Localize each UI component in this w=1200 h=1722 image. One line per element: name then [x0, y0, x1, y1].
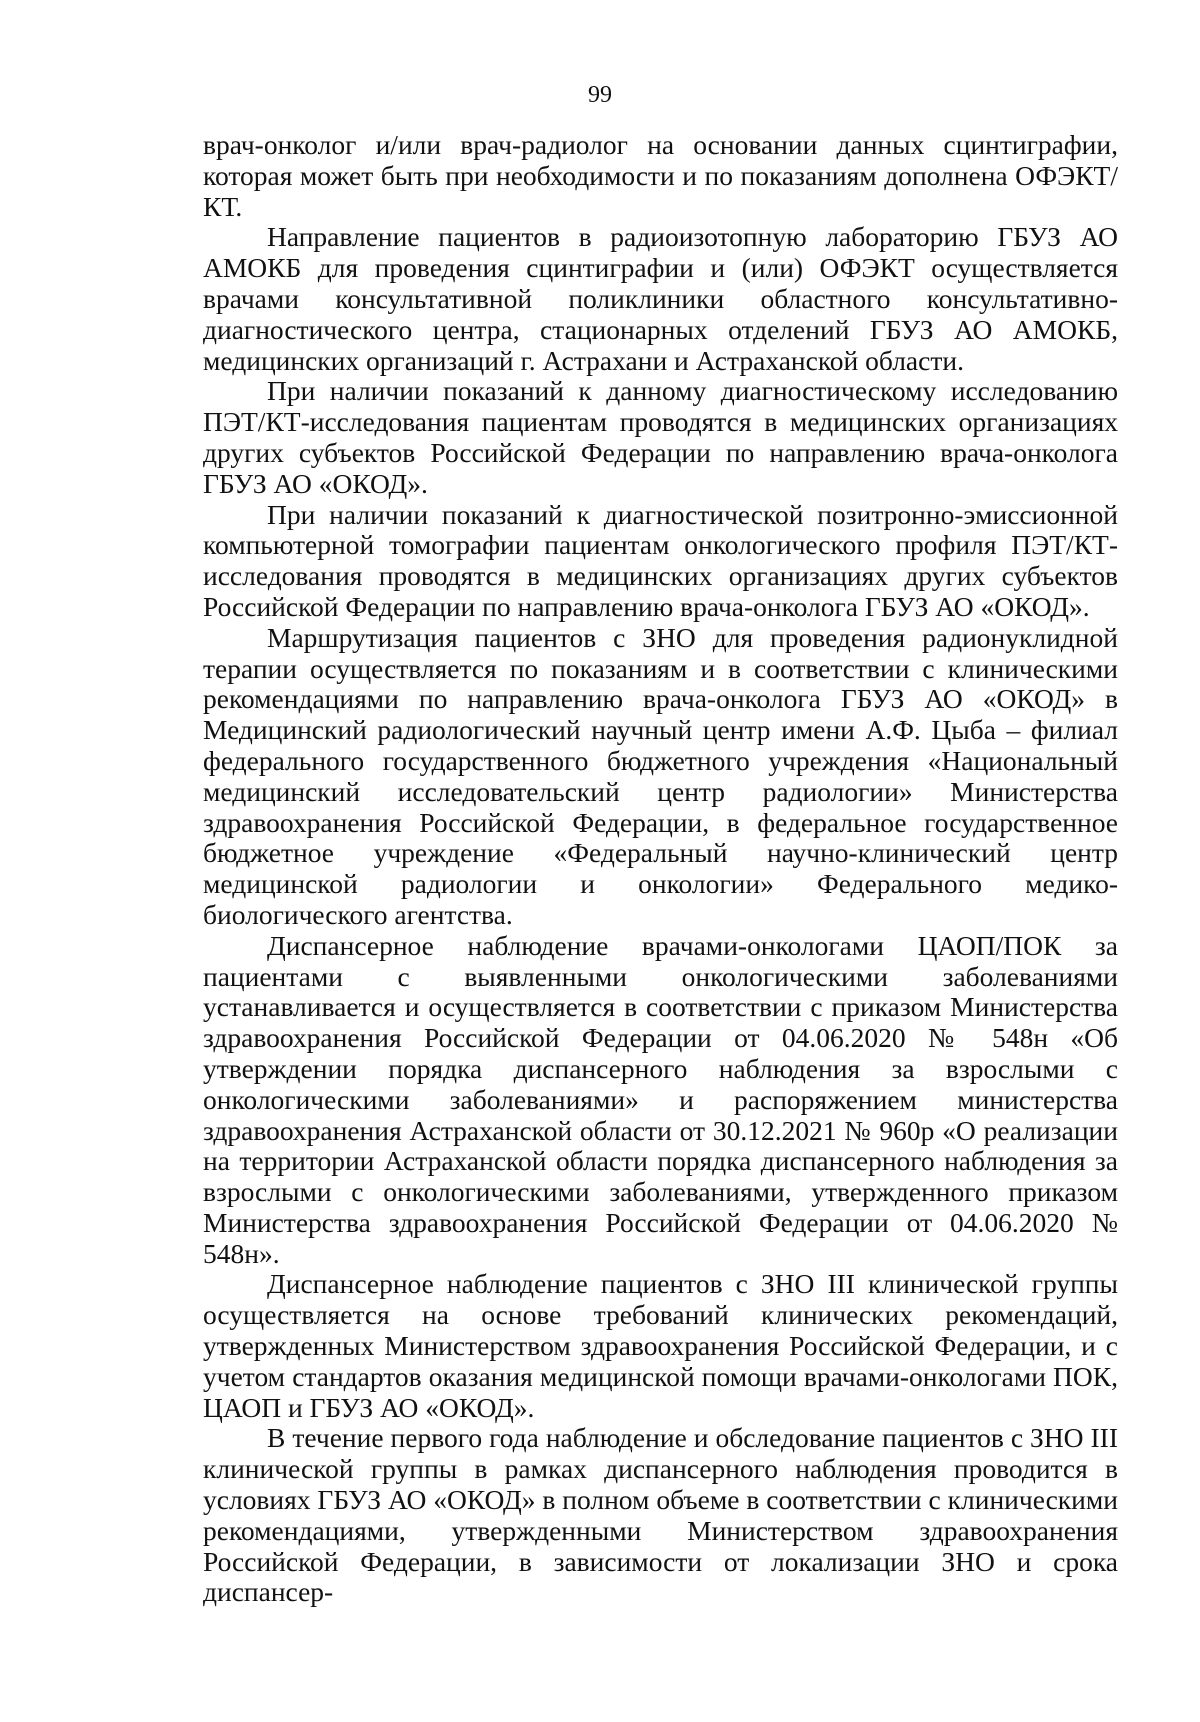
- paragraph: Маршрутизация пациентов с ЗНО для проведения радионуклидной терапии осуществляется по показаниям и в соответствии с клиническими рекомендациями по направлению врача-онколога ГБУЗ АО «ОКОД» в Медицинский радиологический научный центр имени А.Ф. Цыба – филиал федерального государственного бюджетного учреждения «Национальный медицинский исследовательский центр радиологии» Министерства здравоохранения Российской Федерации, в федеральное государственное бюджетное учреждение «Федеральный научно-клинический центр медицинской радиологии и онкологии» Федерального медико-биологического агентства.: [203, 621, 1118, 930]
- paragraph: Диспансерное наблюдение пациентов с ЗНО III клинической группы осуществляется на основе требований клинических рекомендаций, утвержденных Министерством здравоохранения Российской Федерации, и с учетом стандартов оказания медицинской помощи врачами-онкологами ПОК, ЦАОП и ГБУЗ АО «ОКОД».: [203, 1268, 1118, 1423]
- paragraph: Направление пациентов в радиоизотопную лабораторию ГБУЗ АО АМОКБ для проведения сцинтиграфии и (или) ОФЭКТ осуществляется врачами консультативной поликлиники областного консультативно-диагностического центра, стационарных отделений ГБУЗ АО АМОКБ, медицинских организаций г. Астрахани и Астраханской области.: [203, 221, 1118, 376]
- paragraph: При наличии показаний к данному диагностическому исследованию ПЭТ/КТ-исследования пациентам проводятся в медицинских организациях других субъектов Российской Федерации по направлению врача-онколога ГБУЗ АО «ОКОД».: [203, 375, 1118, 499]
- paragraph: При наличии показаний к диагностической позитронно-эмиссионной компьютерной томографии пациентам онкологического профиля ПЭТ/КТ-исследования проводятся в медицинских организациях других субъектов Российской Федерации по направлению врача-онколога ГБУЗ АО «ОКОД».: [203, 498, 1118, 622]
- paragraph: В течение первого года наблюдение и обследование пациентов с ЗНО III клинической группы в рамках диспансерного наблюдения проводится в условиях ГБУЗ АО «ОКОД» в полном объеме в соответствии с клиническими рекомендациями, утвержденными Министерством здравоохранения Российской Федерации, в зависимости от локализации ЗНО и срока диспансер-: [203, 1422, 1118, 1608]
- page-number: 99: [588, 82, 612, 108]
- paragraph: Диспансерное наблюдение врачами-онкологами ЦАОП/ПОК за пациентами с выявленными онкологическими заболеваниями устанавливается и осуществляется в соответствии с приказом Министерства здравоохранения Российской Федерации от 04.06.2020 № 548н «Об утверждении порядка диспансерного наблюдения за взрослыми с онкологическими заболеваниями» и распоряжением министерства здравоохранения Астраханской области от 30.12.2021 № 960р «О реализации на территории Астраханской области порядка диспансерного наблюдения за взрослыми с онкологическими заболеваниями, утвержденного приказом Министерства здравоохранения Российской Федерации от 04.06.2020 № 548н».: [203, 929, 1118, 1269]
- paragraph-continued: врач-онколог и/или врач-радиолог на основании данных сцинтиграфии, которая может быть при необходимости и по показаниям дополнена ОФЭКТ/КТ.: [203, 129, 1118, 222]
- document-body: [203, 130, 1118, 1608]
